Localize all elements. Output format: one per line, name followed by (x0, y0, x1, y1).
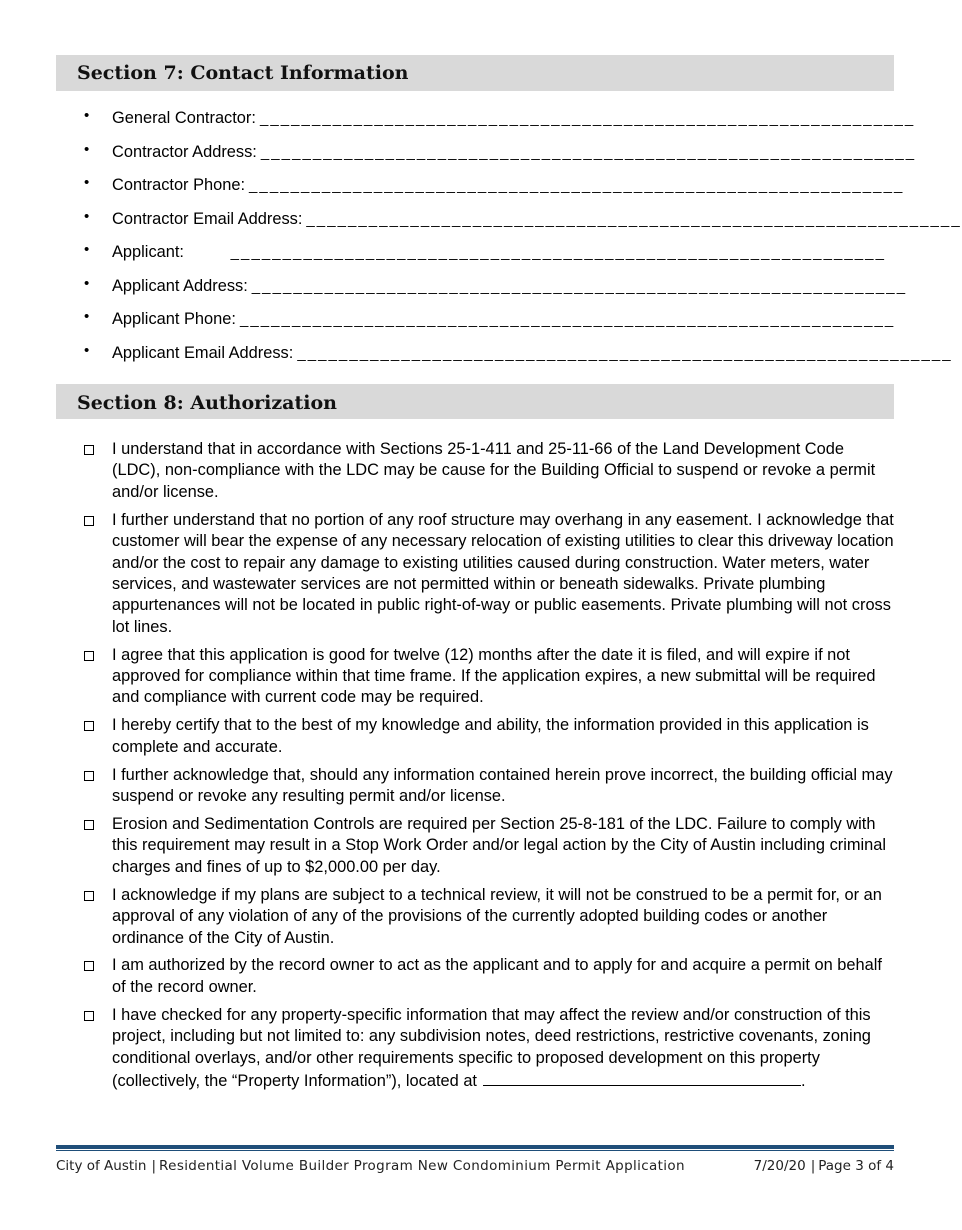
footer-org: City of Austin (56, 1158, 147, 1174)
footer-right (754, 1158, 894, 1174)
period: . (801, 1071, 806, 1090)
contact-field-applicant-email[interactable] (84, 337, 953, 371)
fill-in-blank[interactable]: _______________________________________________________________ (297, 344, 953, 362)
footer-separator: | (151, 1158, 157, 1174)
footer-page-number: Page 3 of 4 (818, 1158, 894, 1174)
footer-rule (56, 1145, 894, 1149)
fill-in-blank[interactable]: _______________________________________________________________ (249, 177, 905, 195)
authorization-checklist (84, 439, 896, 1099)
checkbox[interactable] (84, 721, 94, 731)
bullet-icon: • (84, 241, 90, 258)
section-7-title: Section 7: Contact Information (77, 62, 409, 84)
contact-field-contractor-address[interactable] (84, 136, 917, 170)
section-8-header (56, 384, 894, 419)
authorization-text: I agree that this application is good for twelve (12) months after the date it is filed, and will expire if not approved for compliance within that time frame. If the application expires, a new submittal will be required and compliance with current code may be required. (112, 645, 876, 707)
field-label: Applicant Phone: (112, 310, 236, 329)
section-7-header (56, 55, 894, 91)
authorization-text: I further acknowledge that, should any information contained herein prove incorrect, the building official may suspend or revoke any resulting permit and/or license. (112, 765, 893, 806)
fill-in-blank[interactable]: _______________________________________________________________ (306, 210, 962, 228)
bullet-icon: • (84, 274, 90, 292)
fill-in-blank[interactable]: _______________________________________________________________ (230, 244, 886, 262)
contact-field-contractor-email[interactable] (84, 203, 962, 237)
field-label: Contractor Email Address: (112, 209, 303, 228)
contact-field-general-contractor[interactable] (84, 102, 916, 136)
footer-date: 7/20/20 (753, 1158, 806, 1174)
fill-in-blank[interactable]: _______________________________________________________________ (260, 143, 917, 161)
authorization-text: Erosion and Sedimentation Controls are required per Section 25-8-181 of the LDC. Failure to comply with this requirement may result in a Stop Work Order and/or legal action by the City of Austin including criminal charges and fines of up to $2,000.00 per day. (112, 815, 887, 876)
contact-field-applicant-address[interactable] (84, 270, 908, 304)
checkbox[interactable] (84, 961, 94, 971)
authorization-item-record-owner (84, 955, 896, 998)
location-input-line[interactable] (483, 1069, 801, 1086)
bullet-icon: • (84, 308, 90, 325)
bullet-icon: • (84, 107, 90, 124)
section-8-title: Section 8: Authorization (77, 392, 337, 414)
fill-in-blank[interactable]: _______________________________________________________________ (251, 277, 908, 295)
checkbox[interactable] (84, 771, 94, 781)
field-label: Applicant: (112, 243, 184, 262)
checkbox[interactable] (84, 820, 94, 830)
authorization-text: I further understand that no portion of any roof structure may overhang in any easement. I acknowledge that customer will bear the expense of any necessary relocation of existing utilities to clear this driveway location and/or the cost to repair any damage to existing utilities caused during construction. Water meters, water services, and wastewater services are not permitted within or beneath sidewalks. Private plumbing appurtenances will not be located in public right-of-way or public easements. Private plumbing will not cross lot lines. (112, 510, 894, 636)
checkbox[interactable] (84, 445, 94, 455)
authorization-text: I understand that in accordance with Sections 25-1-411 and 25-11-66 of the Land Development Code (LDC), non-compliance with the LDC may be cause for the Building Official to suspend or revoke a permit and/or license. (112, 440, 876, 501)
field-label: Applicant Email Address: (112, 343, 294, 362)
bullet-icon: • (84, 140, 90, 158)
bullet-icon: • (84, 174, 90, 191)
contact-field-contractor-phone[interactable] (84, 169, 905, 203)
authorization-item-easement (84, 510, 896, 638)
checkbox[interactable] (84, 651, 94, 661)
authorization-item-expiration (84, 645, 896, 709)
checkbox[interactable] (84, 891, 94, 901)
contact-field-applicant-phone[interactable] (84, 303, 896, 337)
authorization-text: I am authorized by the record owner to act as the applicant and to apply for and acquire a permit on behalf of the record owner. (112, 956, 882, 996)
authorization-item-ldc-compliance (84, 439, 896, 503)
checkbox[interactable] (84, 1011, 94, 1021)
page-footer (56, 1156, 894, 1176)
footer-separator: | (810, 1158, 816, 1174)
authorization-item-property-information (84, 1005, 896, 1093)
fill-in-blank[interactable]: _______________________________________________________________ (259, 110, 916, 128)
field-label: Applicant Address: (112, 276, 248, 295)
authorization-text: I hereby certify that to the best of my knowledge and ability, the information provided in this application is complete and accurate. (112, 716, 869, 756)
footer-rule-thin (56, 1150, 894, 1151)
bullet-icon: • (84, 207, 90, 225)
checkbox[interactable] (84, 516, 94, 526)
field-label: General Contractor: (112, 109, 256, 128)
field-label: Contractor Phone: (112, 176, 246, 195)
authorization-item-incorrect-info (84, 765, 896, 808)
authorization-item-erosion-controls (84, 814, 896, 878)
footer-left (56, 1158, 685, 1174)
fill-in-blank[interactable]: _______________________________________________________________ (239, 311, 896, 329)
authorization-item-certify (84, 715, 896, 758)
bullet-icon: • (84, 341, 90, 359)
footer-document-title: Residential Volume Builder Program New Condominium Permit Application (159, 1158, 685, 1174)
authorization-text: I acknowledge if my plans are subject to a technical review, it will not be construed to be a permit for, or an approval of any violation of any of the provisions of the currently adopted building codes or another ordinance of the City of Austin. (112, 885, 882, 947)
contact-field-list (84, 102, 962, 370)
authorization-text: I have checked for any property-specific information that may affect the review and/or construction of this project, including but not limited to: any subdivision notes, deed restrictions, restrictive covenants, zoning conditional overlays, and/or other requirements specific to proposed development on this property (collectively, the “Property Information”), located at (112, 1005, 871, 1090)
authorization-item-technical-review (84, 885, 896, 949)
field-label: Contractor Address: (112, 142, 257, 161)
contact-field-applicant[interactable] (84, 236, 886, 270)
